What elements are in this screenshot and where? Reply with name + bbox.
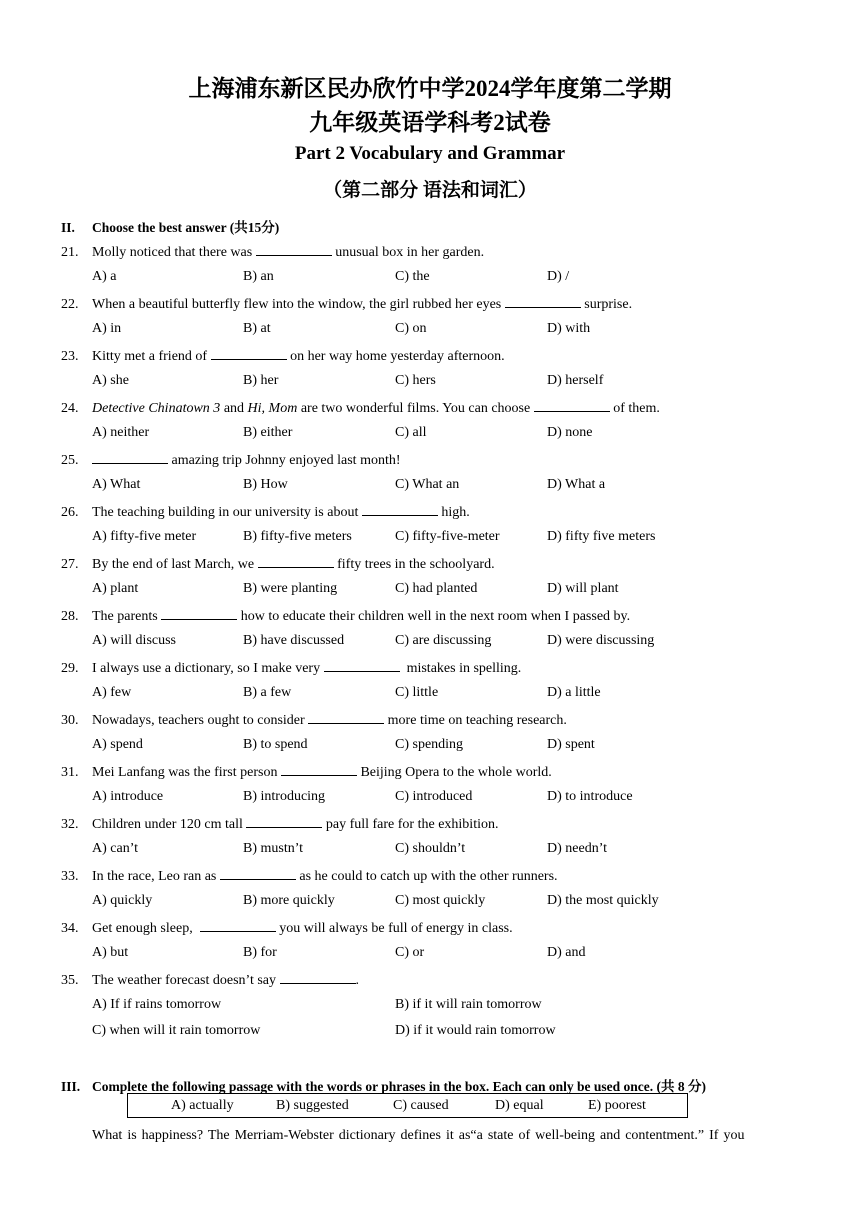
question-text: The teaching building in our university is about xyxy=(92,505,362,520)
question-text: pay full fare for the exhibition. xyxy=(322,817,499,832)
question-text: are two wonderful films. You can choose xyxy=(297,401,534,416)
option-c[interactable]: C) or xyxy=(395,945,425,960)
question-text: The parents xyxy=(92,609,162,624)
question-number: 23. xyxy=(61,349,79,364)
option-a[interactable]: A) fifty-five meter xyxy=(92,529,197,544)
option-c[interactable]: C) on xyxy=(395,321,427,336)
section3-title: Complete the following passage with the words or phrases in the box. Each can only be used once. (共 8 分) xyxy=(92,1079,707,1094)
word-box-item: A) actually xyxy=(171,1098,234,1113)
question-text: of them. xyxy=(609,401,660,416)
question-number: 33. xyxy=(61,869,79,884)
option-c[interactable]: C) shouldn’t xyxy=(395,841,466,856)
question-32 xyxy=(61,815,498,833)
option-b[interactable]: B) How xyxy=(243,477,288,492)
option-d[interactable]: D) with xyxy=(547,321,591,336)
option-c[interactable]: C) spending xyxy=(395,737,464,752)
option-a[interactable]: A) neither xyxy=(92,425,150,440)
option-c[interactable]: C) are discussing xyxy=(395,633,492,648)
option-b[interactable]: B) a few xyxy=(243,685,292,700)
option-d[interactable]: D) / xyxy=(547,269,570,284)
option-d[interactable]: D) were discussing xyxy=(547,633,655,648)
option-b[interactable]: B) if it will rain tomorrow xyxy=(395,997,542,1012)
answer-blank xyxy=(220,867,296,880)
question-number: 32. xyxy=(61,817,79,832)
option-b[interactable]: B) for xyxy=(243,945,277,960)
option-a[interactable]: A) in xyxy=(92,321,122,336)
option-b[interactable]: B) more quickly xyxy=(243,893,335,908)
question-text: how to educate their children well in the next room when I passed by. xyxy=(237,609,631,624)
question-italic-title: Detective Chinatown 3 xyxy=(92,401,221,416)
question-35 xyxy=(61,971,359,989)
question-number: 24. xyxy=(61,401,79,416)
question-text: amazing trip Johnny enjoyed last month! xyxy=(168,453,401,468)
word-box-item: E) poorest xyxy=(588,1098,646,1113)
question-number: 29. xyxy=(61,661,79,676)
option-b[interactable]: B) were planting xyxy=(243,581,338,596)
question-text: Nowadays, teachers ought to consider xyxy=(92,713,309,728)
option-b[interactable]: B) to spend xyxy=(243,737,308,752)
option-a[interactable]: A) What xyxy=(92,477,141,492)
option-a[interactable]: A) she xyxy=(92,373,129,388)
answer-blank xyxy=(200,919,276,932)
question-31 xyxy=(61,763,552,781)
page-title-line1: 上海浦东新区民办欣竹中学2024学年度第二学期 xyxy=(188,76,672,101)
question-text: By the end of last March, we xyxy=(92,557,258,572)
section2-number: II. xyxy=(61,220,75,235)
option-a[interactable]: A) plant xyxy=(92,581,139,596)
question-text: . xyxy=(355,973,359,988)
option-b[interactable]: B) have discussed xyxy=(243,633,345,648)
question-text: Get enough sleep, xyxy=(92,921,200,936)
question-text: on her way home yesterday afternoon. xyxy=(286,349,505,364)
question-text: Molly noticed that there was xyxy=(92,245,256,260)
option-d[interactable]: D) none xyxy=(547,425,593,440)
option-d[interactable]: D) fifty five meters xyxy=(547,529,656,544)
word-box-item: D) equal xyxy=(495,1098,544,1113)
option-c[interactable]: C) fifty-five-meter xyxy=(395,529,500,544)
option-d[interactable]: D) if it would rain tomorrow xyxy=(395,1023,556,1038)
option-c[interactable]: C) introduced xyxy=(395,789,473,804)
question-text: surprise. xyxy=(580,297,633,312)
answer-blank xyxy=(362,503,438,516)
section3-number: III. xyxy=(61,1079,81,1094)
question-22 xyxy=(61,295,632,313)
question-text: Mei Lanfang was the first person xyxy=(92,765,281,780)
option-a[interactable]: A) a xyxy=(92,269,117,284)
question-number: 28. xyxy=(61,609,79,624)
question-text: Kitty met a friend of xyxy=(92,349,211,364)
question-number: 35. xyxy=(61,973,79,988)
option-b[interactable]: B) mustn’t xyxy=(243,841,304,856)
answer-blank xyxy=(161,607,237,620)
question-number: 22. xyxy=(61,297,79,312)
option-b[interactable]: B) an xyxy=(243,269,274,284)
word-box-item: C) caused xyxy=(393,1098,449,1113)
question-number: 31. xyxy=(61,765,79,780)
answer-blank xyxy=(534,399,610,412)
word-box xyxy=(127,1093,688,1118)
question-number: 27. xyxy=(61,557,79,572)
question-text: mistakes in spelling. xyxy=(399,661,522,676)
option-a[interactable]: A) few xyxy=(92,685,132,700)
section2-title: Choose the best answer (共15分) xyxy=(92,220,280,235)
option-b[interactable]: B) her xyxy=(243,373,279,388)
question-33 xyxy=(61,867,558,885)
question-text: and xyxy=(220,401,248,416)
word-box-item: B) suggested xyxy=(276,1098,349,1113)
option-a[interactable]: A) introduce xyxy=(92,789,164,804)
option-c[interactable]: C) the xyxy=(395,269,430,284)
option-c[interactable]: C) when will it rain tomorrow xyxy=(92,1023,261,1038)
question-34 xyxy=(61,919,513,937)
option-b[interactable]: B) introducing xyxy=(243,789,326,804)
question-text: as he could to catch up with the other runners. xyxy=(295,869,558,884)
option-d[interactable]: D) the most quickly xyxy=(547,893,659,908)
question-text: The weather forecast doesn’t say xyxy=(92,973,280,988)
option-c[interactable]: C) hers xyxy=(395,373,436,388)
option-c[interactable]: C) little xyxy=(395,685,439,700)
question-number: 34. xyxy=(61,921,79,936)
question-text: In the race, Leo ran as xyxy=(92,869,220,884)
question-text: fifty trees in the schoolyard. xyxy=(333,557,495,572)
question-26 xyxy=(61,503,470,521)
option-a[interactable]: A) can’t xyxy=(92,841,138,856)
question-29 xyxy=(61,659,521,677)
option-c[interactable]: C) most quickly xyxy=(395,893,486,908)
question-text: When a beautiful butterfly flew into the window, the girl rubbed her eyes xyxy=(92,297,505,312)
answer-blank xyxy=(211,347,287,360)
part-subtitle: （第二部分 语法和词汇） xyxy=(323,180,537,201)
option-d[interactable]: D) herself xyxy=(547,373,604,388)
answer-blank xyxy=(324,659,400,672)
answer-blank xyxy=(258,555,334,568)
question-number: 25. xyxy=(61,453,79,468)
option-c[interactable]: C) had planted xyxy=(395,581,478,596)
answer-blank xyxy=(256,243,332,256)
question-italic-title: Hi, Mom xyxy=(247,401,298,416)
part-title: Part 2 Vocabulary and Grammar xyxy=(294,143,566,164)
question-28 xyxy=(61,607,630,625)
question-24 xyxy=(61,399,660,417)
option-a[interactable]: A) If if rains tomorrow xyxy=(92,997,222,1012)
option-b[interactable]: B) fifty-five meters xyxy=(243,529,352,544)
page-title-line2: 九年级英语学科考2试卷 xyxy=(309,110,551,135)
option-b[interactable]: B) either xyxy=(243,425,293,440)
question-text: Children under 120 cm tall xyxy=(92,817,247,832)
answer-blank xyxy=(280,971,356,984)
section2-heading xyxy=(61,216,279,236)
question-30 xyxy=(61,711,567,729)
answer-blank xyxy=(246,815,322,828)
option-d[interactable]: D) to introduce xyxy=(547,789,633,804)
question-text: more time on teaching research. xyxy=(384,713,567,728)
question-number: 21. xyxy=(61,245,79,260)
option-d[interactable]: D) needn’t xyxy=(547,841,607,856)
answer-blank xyxy=(281,763,357,776)
option-a[interactable]: A) quickly xyxy=(92,893,153,908)
option-a[interactable]: A) but xyxy=(92,945,129,960)
question-text: you will always be full of energy in class. xyxy=(275,921,513,936)
question-text: I always use a dictionary, so I make very xyxy=(92,661,324,676)
option-a[interactable]: A) spend xyxy=(92,737,143,752)
question-number: 26. xyxy=(61,505,79,520)
option-a[interactable]: A) will discuss xyxy=(92,633,176,648)
answer-blank xyxy=(505,295,581,308)
option-c[interactable]: C) What an xyxy=(395,477,460,492)
passage-text: What is happiness? The Merriam-Webster dictionary defines it as“a state of well-being and contentment.” If you xyxy=(92,1128,745,1143)
question-number: 30. xyxy=(61,713,79,728)
answer-blank xyxy=(92,451,168,464)
option-b[interactable]: B) at xyxy=(243,321,271,336)
option-d[interactable]: D) What a xyxy=(547,477,606,492)
option-c[interactable]: C) all xyxy=(395,425,427,440)
question-text: Beijing Opera to the whole world. xyxy=(356,765,552,780)
option-d[interactable]: D) a little xyxy=(547,685,601,700)
question-21 xyxy=(61,243,484,261)
option-d[interactable]: D) will plant xyxy=(547,581,619,596)
answer-blank xyxy=(308,711,384,724)
option-d[interactable]: D) spent xyxy=(547,737,595,752)
option-d[interactable]: D) and xyxy=(547,945,586,960)
question-text: unusual box in her garden. xyxy=(331,245,485,260)
question-23 xyxy=(61,347,505,365)
question-25 xyxy=(61,451,401,469)
section3-heading xyxy=(61,1075,706,1095)
question-27 xyxy=(61,555,495,573)
question-text: high. xyxy=(437,505,470,520)
